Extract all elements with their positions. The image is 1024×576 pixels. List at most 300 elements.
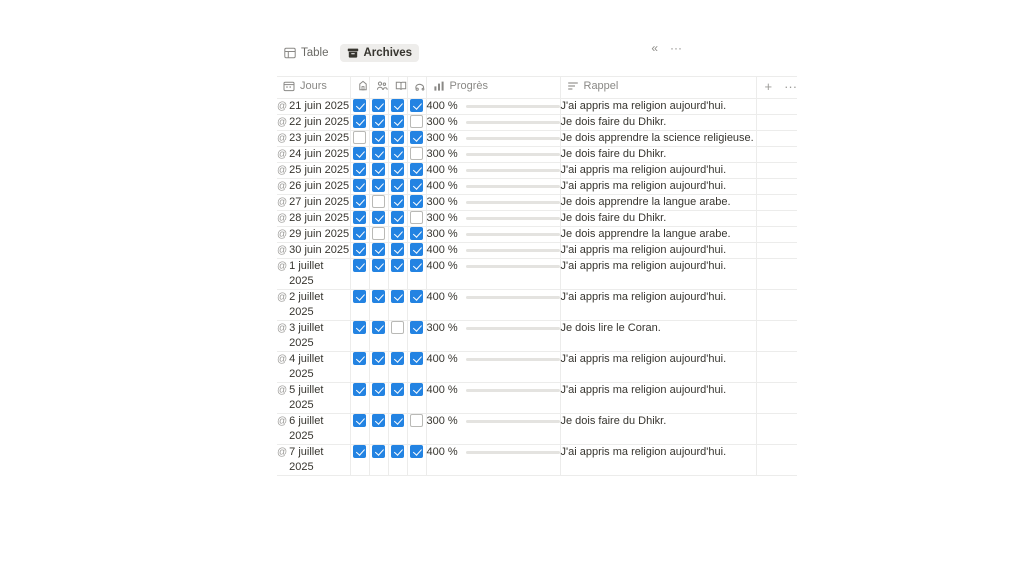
- day-label: 2 juillet 2025: [289, 291, 324, 318]
- page-mention-icon: @: [277, 229, 288, 240]
- cell-dhikr[interactable]: [407, 243, 426, 259]
- cell-jours[interactable]: [277, 383, 350, 414]
- cell-community[interactable]: [369, 414, 388, 445]
- page-mention-icon: @: [277, 292, 288, 303]
- cell-jours[interactable]: [277, 179, 350, 195]
- cell-dhikr[interactable]: [407, 99, 426, 115]
- table-body: [277, 99, 797, 476]
- day-label: 3 juillet 2025: [289, 322, 324, 349]
- progress-bar: [466, 137, 560, 140]
- cell-dhikr[interactable]: [407, 383, 426, 414]
- progress-value: 300 %: [426, 148, 458, 160]
- checkbox[interactable]: [391, 147, 404, 160]
- cell-rappel[interactable]: [560, 147, 756, 163]
- checkbox[interactable]: [410, 115, 423, 128]
- page-mention-icon: @: [277, 149, 288, 160]
- checkbox[interactable]: [391, 321, 404, 334]
- checkbox[interactable]: [372, 243, 385, 256]
- checkbox[interactable]: [410, 131, 423, 144]
- cell-rappel[interactable]: [560, 227, 756, 243]
- checkbox[interactable]: [353, 115, 366, 128]
- cell-prayer[interactable]: [350, 179, 369, 195]
- rappel-text: J'ai appris ma religion aujourd'hui.: [560, 446, 727, 458]
- checkbox[interactable]: [410, 179, 423, 192]
- column-header-rappel-label: Rappel: [583, 80, 619, 92]
- cell-community[interactable]: [369, 243, 388, 259]
- progress-value: 300 %: [426, 322, 458, 334]
- view-tab-table[interactable]: [277, 44, 336, 62]
- calendar-icon: [283, 80, 295, 92]
- rappel-text: Je dois faire du Dhikr.: [560, 148, 667, 160]
- progress-value: 300 %: [426, 196, 458, 208]
- cell-community[interactable]: [369, 211, 388, 227]
- cell-quran[interactable]: [388, 195, 407, 211]
- cell-community[interactable]: [369, 163, 388, 179]
- progress-bar: [466, 358, 560, 361]
- cell-community[interactable]: [369, 290, 388, 321]
- cell-rappel[interactable]: [560, 115, 756, 131]
- checkbox[interactable]: [410, 147, 423, 160]
- table-row: [277, 99, 797, 115]
- cell-prayer[interactable]: [350, 414, 369, 445]
- table-row: [277, 195, 797, 211]
- cell-quran[interactable]: [388, 131, 407, 147]
- page-mention-icon: @: [277, 416, 288, 427]
- column-more-button[interactable]: ···: [784, 79, 798, 94]
- cell-quran[interactable]: [388, 383, 407, 414]
- checkbox[interactable]: [353, 227, 366, 240]
- cell-community[interactable]: [369, 147, 388, 163]
- cell-jours[interactable]: [277, 147, 350, 163]
- page-mention-icon: @: [277, 323, 288, 334]
- cell-dhikr[interactable]: [407, 163, 426, 179]
- collapse-button[interactable]: «: [651, 41, 658, 55]
- checkbox[interactable]: [391, 445, 404, 458]
- cell-quran[interactable]: [388, 211, 407, 227]
- view-tab-archives[interactable]: [340, 44, 420, 62]
- table-row: [277, 290, 797, 321]
- cell-rappel[interactable]: [560, 163, 756, 179]
- cell-dhikr[interactable]: [407, 227, 426, 243]
- cell-quran[interactable]: [388, 259, 407, 290]
- cell-jours[interactable]: [277, 259, 350, 290]
- column-header-prayer[interactable]: [350, 77, 369, 99]
- page-mention-icon: @: [277, 354, 288, 365]
- cell-progres[interactable]: [426, 147, 560, 163]
- checkbox[interactable]: [353, 290, 366, 303]
- checkbox[interactable]: [353, 163, 366, 176]
- cell-quran[interactable]: [388, 414, 407, 445]
- cell-quran[interactable]: [388, 227, 407, 243]
- table-row: [277, 243, 797, 259]
- table-row: [277, 179, 797, 195]
- progress-bar: [466, 233, 560, 236]
- cell-prayer[interactable]: [350, 243, 369, 259]
- cell-prayer[interactable]: [350, 445, 369, 476]
- cell-rappel[interactable]: [560, 211, 756, 227]
- cell-jours[interactable]: [277, 211, 350, 227]
- cell-dhikr[interactable]: [407, 115, 426, 131]
- cell-prayer[interactable]: [350, 195, 369, 211]
- cell-jours[interactable]: [277, 290, 350, 321]
- table-icon: [284, 47, 296, 59]
- cell-prayer[interactable]: [350, 163, 369, 179]
- checkbox[interactable]: [372, 99, 385, 112]
- cell-quran[interactable]: [388, 243, 407, 259]
- beads-icon: [414, 80, 426, 92]
- cell-jours[interactable]: [277, 321, 350, 352]
- checkbox[interactable]: [372, 195, 385, 208]
- cell-quran[interactable]: [388, 115, 407, 131]
- page-mention-icon: @: [277, 117, 288, 128]
- day-label: 30 juin 2025: [289, 244, 350, 256]
- rappel-text: Je dois faire du Dhikr.: [560, 212, 667, 224]
- cell-quran[interactable]: [388, 99, 407, 115]
- checkbox[interactable]: [372, 179, 385, 192]
- cell-dhikr[interactable]: [407, 259, 426, 290]
- checkbox[interactable]: [410, 290, 423, 303]
- progress-value: 400 %: [426, 291, 458, 303]
- day-label: 5 juillet 2025: [289, 384, 324, 411]
- column-header-jours-label: Jours: [300, 80, 327, 92]
- checkbox[interactable]: [410, 243, 423, 256]
- checkbox[interactable]: [391, 243, 404, 256]
- cell-community[interactable]: [369, 227, 388, 243]
- cell-progres[interactable]: [426, 445, 560, 476]
- checkbox[interactable]: [372, 259, 385, 272]
- rappel-text: Je dois faire du Dhikr.: [560, 415, 667, 427]
- cell-jours[interactable]: [277, 414, 350, 445]
- cell-jours[interactable]: [277, 352, 350, 383]
- cell-rappel[interactable]: [560, 445, 756, 476]
- cell-rappel[interactable]: [560, 352, 756, 383]
- cell-jours[interactable]: [277, 243, 350, 259]
- cell-dhikr[interactable]: [407, 290, 426, 321]
- page-mention-icon: @: [277, 197, 288, 208]
- progress-value: 300 %: [426, 415, 458, 427]
- checkbox[interactable]: [353, 259, 366, 272]
- progress-bar: [466, 185, 560, 188]
- cell-progres[interactable]: [426, 259, 560, 290]
- cell-community[interactable]: [369, 321, 388, 352]
- checkbox[interactable]: [353, 243, 366, 256]
- cell-quran[interactable]: [388, 147, 407, 163]
- cell-progres[interactable]: [426, 243, 560, 259]
- cell-progres[interactable]: [426, 352, 560, 383]
- cell-rappel[interactable]: [560, 179, 756, 195]
- checkbox[interactable]: [391, 131, 404, 144]
- checkbox[interactable]: [410, 383, 423, 396]
- checkbox[interactable]: [353, 211, 366, 224]
- cell-empty: [756, 179, 797, 195]
- table-row: [277, 163, 797, 179]
- chart-icon: [433, 80, 445, 92]
- cell-progres[interactable]: [426, 179, 560, 195]
- checkbox[interactable]: [372, 227, 385, 240]
- cell-community[interactable]: [369, 445, 388, 476]
- checkbox[interactable]: [410, 259, 423, 272]
- rappel-text: J'ai appris ma religion aujourd'hui.: [560, 180, 727, 192]
- view-tab-archives-label: Archives: [363, 47, 413, 59]
- cell-quran[interactable]: [388, 321, 407, 352]
- rappel-text: Je dois faire du Dhikr.: [560, 116, 667, 128]
- cell-prayer[interactable]: [350, 211, 369, 227]
- checkbox[interactable]: [353, 445, 366, 458]
- cell-prayer[interactable]: [350, 227, 369, 243]
- cell-rappel[interactable]: [560, 383, 756, 414]
- page-mention-icon: @: [277, 245, 288, 256]
- cell-rappel[interactable]: [560, 131, 756, 147]
- cell-dhikr[interactable]: [407, 131, 426, 147]
- cell-dhikr[interactable]: [407, 414, 426, 445]
- cell-jours[interactable]: [277, 163, 350, 179]
- checkbox[interactable]: [391, 179, 404, 192]
- progress-value: 400 %: [426, 164, 458, 176]
- cell-prayer[interactable]: [350, 147, 369, 163]
- cell-rappel[interactable]: [560, 414, 756, 445]
- checkbox[interactable]: [353, 131, 366, 144]
- column-header-rappel[interactable]: [560, 77, 756, 99]
- checkbox[interactable]: [372, 445, 385, 458]
- rappel-text: J'ai appris ma religion aujourd'hui.: [560, 291, 727, 303]
- cell-progres[interactable]: [426, 163, 560, 179]
- cell-rappel[interactable]: [560, 243, 756, 259]
- cell-community[interactable]: [369, 131, 388, 147]
- cell-jours[interactable]: [277, 99, 350, 115]
- checkbox[interactable]: [410, 321, 423, 334]
- cell-dhikr[interactable]: [407, 352, 426, 383]
- cell-progres[interactable]: [426, 227, 560, 243]
- checkbox[interactable]: [410, 227, 423, 240]
- cell-rappel[interactable]: [560, 99, 756, 115]
- cell-empty: [756, 211, 797, 227]
- cell-dhikr[interactable]: [407, 195, 426, 211]
- checkbox[interactable]: [372, 290, 385, 303]
- table-row: [277, 131, 797, 147]
- cell-rappel[interactable]: [560, 259, 756, 290]
- cell-community[interactable]: [369, 259, 388, 290]
- checkbox[interactable]: [372, 383, 385, 396]
- checkbox[interactable]: [410, 352, 423, 365]
- cell-community[interactable]: [369, 115, 388, 131]
- checkbox[interactable]: [391, 352, 404, 365]
- day-label: 26 juin 2025: [289, 180, 350, 192]
- checkbox[interactable]: [410, 195, 423, 208]
- cell-dhikr[interactable]: [407, 179, 426, 195]
- progress-value: 400 %: [426, 244, 458, 256]
- cell-empty: [756, 352, 797, 383]
- day-label: 1 juillet 2025: [289, 260, 324, 287]
- cell-progres[interactable]: [426, 383, 560, 414]
- progress-bar: [466, 451, 560, 454]
- page-mention-icon: @: [277, 261, 288, 272]
- cell-dhikr[interactable]: [407, 445, 426, 476]
- checkbox[interactable]: [353, 352, 366, 365]
- rappel-text: Je dois apprendre la science religieuse.: [560, 132, 754, 144]
- cell-empty: [756, 99, 797, 115]
- cell-dhikr[interactable]: [407, 147, 426, 163]
- cell-quran[interactable]: [388, 352, 407, 383]
- cell-progres[interactable]: [426, 115, 560, 131]
- page-mention-icon: @: [277, 385, 288, 396]
- checkbox[interactable]: [353, 99, 366, 112]
- checkbox[interactable]: [410, 99, 423, 112]
- cell-prayer[interactable]: [350, 383, 369, 414]
- table-row: [277, 211, 797, 227]
- page-mention-icon: @: [277, 165, 288, 176]
- people-icon: [376, 80, 388, 92]
- cell-jours[interactable]: [277, 131, 350, 147]
- column-header-progres[interactable]: [426, 77, 560, 99]
- progress-bar: [466, 265, 560, 268]
- cell-empty: [756, 227, 797, 243]
- cell-community[interactable]: [369, 99, 388, 115]
- progress-bar: [466, 249, 560, 252]
- add-column-button[interactable]: +: [764, 79, 773, 94]
- progress-bar: [466, 153, 560, 156]
- checkbox[interactable]: [391, 259, 404, 272]
- cell-empty: [756, 290, 797, 321]
- checkbox[interactable]: [353, 195, 366, 208]
- checkbox[interactable]: [391, 195, 404, 208]
- cell-progres[interactable]: [426, 195, 560, 211]
- column-header-community[interactable]: [369, 77, 388, 99]
- checkbox[interactable]: [410, 211, 423, 224]
- cell-community[interactable]: [369, 179, 388, 195]
- cell-quran[interactable]: [388, 179, 407, 195]
- cell-prayer[interactable]: [350, 352, 369, 383]
- checkbox[interactable]: [353, 321, 366, 334]
- table-row: [277, 259, 797, 290]
- checkbox[interactable]: [391, 227, 404, 240]
- cell-prayer[interactable]: [350, 321, 369, 352]
- cell-jours[interactable]: [277, 195, 350, 211]
- cell-progres[interactable]: [426, 321, 560, 352]
- page-mention-icon: @: [277, 447, 288, 458]
- checkbox[interactable]: [372, 321, 385, 334]
- progress-bar: [466, 327, 560, 330]
- table-row: [277, 352, 797, 383]
- cell-jours[interactable]: [277, 115, 350, 131]
- checkbox[interactable]: [410, 445, 423, 458]
- view-tab-bar: [277, 40, 797, 66]
- checkbox[interactable]: [372, 163, 385, 176]
- progress-value: 300 %: [426, 228, 458, 240]
- checkbox[interactable]: [391, 163, 404, 176]
- progress-value: 400 %: [426, 353, 458, 365]
- checkbox[interactable]: [372, 131, 385, 144]
- column-actions: [756, 77, 797, 99]
- day-label: 27 juin 2025: [289, 196, 350, 208]
- progress-bar: [466, 389, 560, 392]
- column-header-jours[interactable]: [277, 77, 350, 99]
- checkbox[interactable]: [391, 383, 404, 396]
- checkbox[interactable]: [372, 352, 385, 365]
- checkbox[interactable]: [391, 99, 404, 112]
- day-label: 21 juin 2025: [289, 100, 350, 112]
- view-more-button[interactable]: ···: [670, 41, 682, 55]
- progress-value: 400 %: [426, 446, 458, 458]
- checkbox[interactable]: [372, 115, 385, 128]
- cell-progres[interactable]: [426, 211, 560, 227]
- cell-community[interactable]: [369, 383, 388, 414]
- checkbox[interactable]: [391, 115, 404, 128]
- cell-rappel[interactable]: [560, 290, 756, 321]
- progress-value: 400 %: [426, 260, 458, 272]
- day-label: 22 juin 2025: [289, 116, 350, 128]
- page-mention-icon: @: [277, 181, 288, 192]
- checkbox[interactable]: [353, 383, 366, 396]
- habits-table: [277, 76, 797, 476]
- checkbox[interactable]: [353, 414, 366, 427]
- table-header-row: [277, 77, 797, 99]
- cell-quran[interactable]: [388, 290, 407, 321]
- day-label: 4 juillet 2025: [289, 353, 324, 380]
- cell-prayer[interactable]: [350, 131, 369, 147]
- checkbox[interactable]: [372, 211, 385, 224]
- cell-progres[interactable]: [426, 290, 560, 321]
- cell-jours[interactable]: [277, 445, 350, 476]
- rappel-text: Je dois apprendre la langue arabe.: [560, 228, 731, 240]
- cell-quran[interactable]: [388, 445, 407, 476]
- progress-bar: [466, 217, 560, 220]
- mosque-icon: [357, 80, 369, 92]
- cell-empty: [756, 131, 797, 147]
- view-tab-table-label: Table: [301, 47, 329, 59]
- cell-prayer[interactable]: [350, 259, 369, 290]
- checkbox[interactable]: [353, 179, 366, 192]
- checkbox[interactable]: [391, 290, 404, 303]
- cell-rappel[interactable]: [560, 321, 756, 352]
- checkbox[interactable]: [372, 147, 385, 160]
- checkbox[interactable]: [410, 414, 423, 427]
- cell-progres[interactable]: [426, 414, 560, 445]
- rappel-text: J'ai appris ma religion aujourd'hui.: [560, 244, 727, 256]
- progress-value: 400 %: [426, 384, 458, 396]
- rappel-text: J'ai appris ma religion aujourd'hui.: [560, 353, 727, 365]
- table-row: [277, 227, 797, 243]
- checkbox[interactable]: [410, 163, 423, 176]
- checkbox[interactable]: [391, 211, 404, 224]
- cell-empty: [756, 445, 797, 476]
- rappel-text: Je dois apprendre la langue arabe.: [560, 196, 731, 208]
- cell-prayer[interactable]: [350, 115, 369, 131]
- checkbox[interactable]: [353, 147, 366, 160]
- checkbox[interactable]: [372, 414, 385, 427]
- cell-community[interactable]: [369, 352, 388, 383]
- cell-prayer[interactable]: [350, 99, 369, 115]
- day-label: 6 juillet 2025: [289, 415, 324, 442]
- column-header-dhikr[interactable]: [407, 77, 426, 99]
- cell-prayer[interactable]: [350, 290, 369, 321]
- day-label: 29 juin 2025: [289, 228, 350, 240]
- cell-empty: [756, 243, 797, 259]
- checkbox[interactable]: [391, 414, 404, 427]
- cell-quran[interactable]: [388, 163, 407, 179]
- cell-progres[interactable]: [426, 99, 560, 115]
- cell-dhikr[interactable]: [407, 321, 426, 352]
- cell-empty: [756, 259, 797, 290]
- column-header-quran[interactable]: [388, 77, 407, 99]
- day-label: 7 juillet 2025: [289, 446, 324, 473]
- cell-dhikr[interactable]: [407, 211, 426, 227]
- cell-progres[interactable]: [426, 131, 560, 147]
- cell-rappel[interactable]: [560, 195, 756, 211]
- cell-jours[interactable]: [277, 227, 350, 243]
- cell-community[interactable]: [369, 195, 388, 211]
- progress-bar: [466, 420, 560, 423]
- progress-value: 400 %: [426, 180, 458, 192]
